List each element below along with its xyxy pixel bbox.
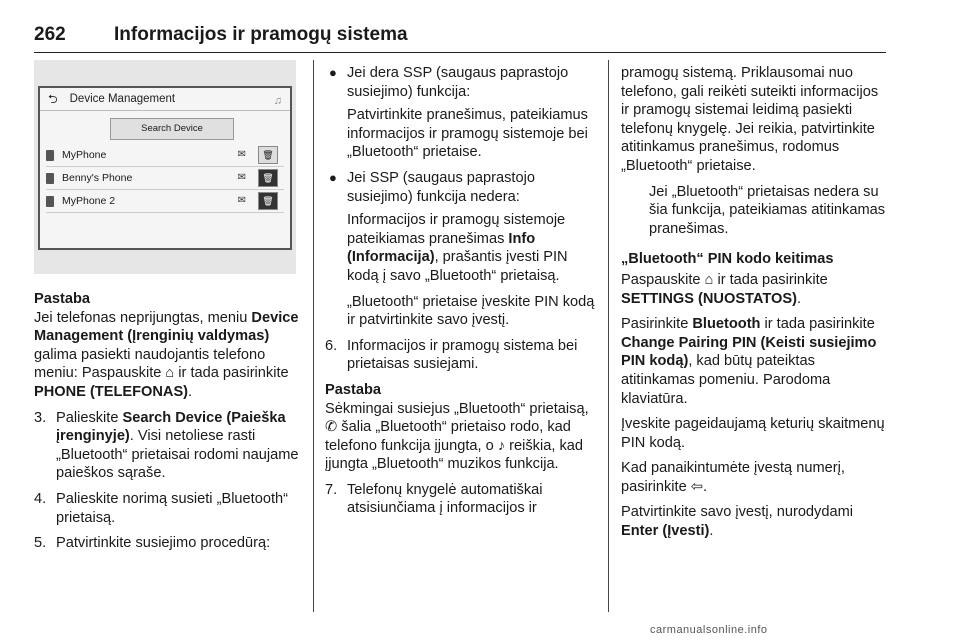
- text: šalia „Bluetooth“ prietaiso rodo, kad telefono funkcija įjungta, o: [325, 419, 571, 454]
- watermark-footer: carmanualsonline.info: [650, 624, 768, 636]
- menu-name: SETTINGS (NUOSTATOS): [621, 290, 797, 307]
- delete-icon: 🗑: [258, 146, 278, 164]
- text: Informacijos ir pramogų sistema bei prietaisas susiejami.: [347, 337, 578, 373]
- home-icon: ⌂: [704, 271, 714, 288]
- backspace-icon: ⇦: [690, 478, 703, 495]
- text: Jei telefonas neprijungtas, meniu: [34, 309, 252, 326]
- text: Palieskite norimą susieti „Bluetooth“ prietaisą.: [56, 490, 288, 526]
- note-paragraph: [325, 381, 595, 474]
- text: . Visi netoliese rasti „Bluetooth“ prietaisai rodomi naujame paieškos sąraše.: [56, 428, 299, 482]
- bullet-sub-paragraph: „Bluetooth“ prietaise įveskite PIN kodą ir patvirtinkite savo įvestį.: [347, 293, 595, 329]
- device-row: [46, 190, 284, 213]
- paragraph: pramogų sistemą. Priklausomai nuo telefono, gali reikėti suteikti informacijos ir pramogų sistemai leidimą pasiekti telefonų knygelę. Jei reikia, patvirtinkite atitinkamus pranešimus, rodomus „Bluetooth“ prietaise.: [621, 65, 879, 174]
- text: .: [796, 290, 801, 307]
- screen-frame: [38, 86, 292, 250]
- text: , kad būtų pateiktas atitinkamas pomeniu. Parodoma klaviatūra.: [621, 353, 831, 407]
- column-divider: [608, 60, 609, 612]
- menu-name: PHONE (TELEFONAS): [34, 383, 189, 400]
- bullet-item: [325, 169, 595, 206]
- page-header: [34, 0, 886, 53]
- delete-icon: 🗑: [258, 169, 278, 187]
- search-device-button: Search Device: [110, 118, 234, 140]
- text: .: [709, 523, 714, 540]
- bullet-sub-paragraph: Patvirtinkite pranešimus, pateikiamus informacijos ir pramogų sistemoje bei „Bluetooth“ prietaise.: [347, 107, 588, 161]
- menu-name: Bluetooth: [692, 316, 761, 333]
- device-management-screenshot: [34, 60, 296, 274]
- step-number: 4.: [34, 490, 47, 507]
- paragraph: [621, 271, 889, 308]
- bullet-item: [325, 64, 595, 101]
- text: Sėkmingai susiejus „Bluetooth“ prietaisą,: [325, 400, 589, 417]
- device-name: MyPhone 2: [62, 194, 116, 207]
- paragraph: Jei „Bluetooth“ prietaisas nedera su šia funkcija, pateikiamas atitinkamas pranešimas.: [649, 183, 886, 237]
- screen-titlebar: [40, 88, 290, 111]
- home-icon: ⌂: [165, 365, 175, 382]
- bluetooth-phone-icon: ✉: [237, 171, 246, 183]
- device-name: MyPhone: [62, 148, 107, 161]
- text: Patvirtinkite savo įvestį, nurodydami: [621, 504, 853, 521]
- menu-name: Search Device (Paieška įrenginyje): [56, 409, 286, 445]
- back-arrow-icon: ⮌: [48, 91, 58, 106]
- text: Palieskite: [56, 409, 123, 426]
- music-icon: ♪: [497, 437, 506, 454]
- step-number: 7.: [325, 481, 338, 498]
- note-paragraph: [34, 290, 302, 402]
- note-heading: Pastaba: [325, 381, 381, 398]
- device-name: Benny's Phone: [62, 171, 133, 184]
- step-3: [34, 409, 302, 483]
- step-7: [325, 481, 595, 518]
- note-heading: Pastaba: [34, 291, 90, 307]
- text: .: [703, 478, 708, 495]
- paragraph: [621, 503, 889, 540]
- step-6: [325, 337, 595, 374]
- step-5: [34, 534, 302, 553]
- text: Jei SSP (saugaus paprastojo susiejimo) funkcija nedera:: [347, 169, 535, 205]
- screen-title: Device Management: [69, 92, 176, 105]
- text: Telefonų knygelė automatiškai atsisiunčiama į informacijos ir: [347, 481, 543, 517]
- text: ir tada pasirinkite: [760, 316, 875, 333]
- page-number: 262: [34, 24, 66, 45]
- step-number: 6.: [325, 337, 338, 354]
- text: Patvirtinkite susiejimo procedūrą:: [56, 535, 271, 552]
- delete-icon: 🗑: [258, 192, 278, 210]
- bluetooth-phone-icon: ✉: [237, 148, 246, 160]
- page-title: Informacijos ir pramogų sistema: [114, 24, 408, 45]
- column-1: [34, 60, 302, 560]
- text: galima pasiekti naudojantis telefono meniu: Paspauskite: [34, 346, 266, 382]
- bullet-icon: ●: [329, 169, 337, 185]
- menu-name: Device Management (Įrenginių valdymas): [34, 309, 299, 345]
- bullet-sub-paragraph: [325, 211, 595, 285]
- menu-name: Info (Informacija): [347, 230, 536, 266]
- phone-handset-icon: ✆: [325, 419, 338, 436]
- text: Informacijos ir pramogų sistemoje pateikiamas pranešimas: [347, 212, 566, 247]
- paragraph: [621, 459, 889, 496]
- text: Kad panaikintumėte įvestą numerį, pasirinkite: [621, 460, 845, 495]
- device-row: [46, 167, 284, 190]
- step-number: 3.: [34, 409, 47, 426]
- section-heading: „Bluetooth“ PIN kodo keitimas: [621, 251, 834, 268]
- text: .: [188, 383, 193, 400]
- text: Pasirinkite: [621, 316, 693, 333]
- step-number: 5.: [34, 535, 47, 552]
- column-3: [621, 64, 889, 548]
- phone-icon: [46, 150, 54, 161]
- text: ir tada pasirinkite: [713, 271, 828, 288]
- text: reiškia, kad įjungta „Bluetooth“ muzikos funkcija.: [325, 437, 583, 473]
- text: , prašantis įvesti PIN kodą į savo „Bluetooth“ prietaisą.: [347, 249, 568, 284]
- menu-name: Enter (Įvesti): [621, 523, 710, 540]
- menu-name: Change Pairing PIN (Keisti susiejimo PIN kodą): [621, 334, 877, 370]
- column-2: [325, 64, 595, 525]
- text: ir tada pasirinkite: [174, 365, 289, 382]
- music-note-icon: ♫: [273, 95, 282, 107]
- column-divider: [313, 60, 314, 612]
- paragraph: [621, 315, 889, 408]
- bullet-icon: ●: [329, 65, 337, 80]
- paragraph: Įveskite pageidaujamą keturių skaitmenų PIN kodą.: [621, 416, 885, 451]
- text: Jei dera SSP (saugaus paprastojo susiejimo) funkcija:: [347, 65, 569, 100]
- phone-icon: [46, 173, 54, 184]
- text: Paspauskite: [621, 271, 705, 288]
- phone-icon: [46, 196, 54, 207]
- bluetooth-phone-icon: ✉: [237, 194, 246, 206]
- step-4: [34, 490, 302, 527]
- device-row: [46, 144, 284, 167]
